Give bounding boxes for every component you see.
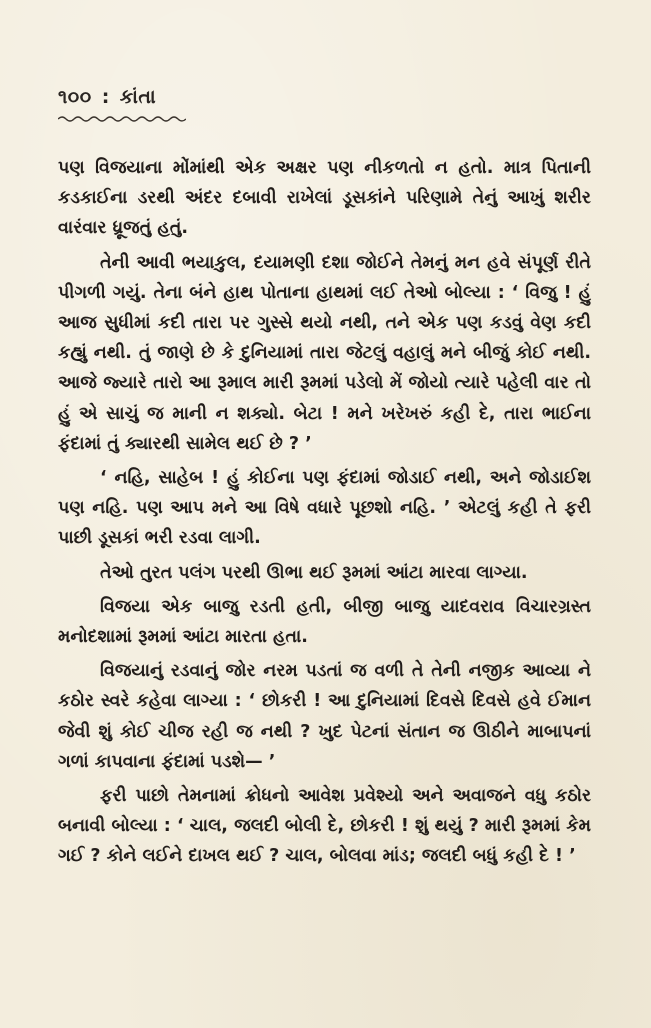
paragraph: ‘ નહિ, સાહેબ ! હું કોઈના પણ ફંદામાં જોડાઈ નથી, અને જોડાઈશ પણ નહિ. પણ આપ મને આ વિષે વધારે પૂછશો નહિ. ’ એટલું કહી તે ફરી પાછી ડૂસકાં ભરી રડવા લાગી. bbox=[58, 468, 591, 549]
paragraph: વિજયાનું રડવાનું જોર નરમ પડતાં જ વળી તે તેની નજીક આવ્યા ને કઠોર સ્વરે કહેવા લાગ્યા : ‘ છોકરી ! આ દુનિયામાં દિવસે દિવસે હવે ઈમાન જેવી શું કોઈ ચીજ રહી જ નથી ? ખુદ પેટનાં સંતાન જ ઊઠીને માબાપનાં ગળાં કાપવાના ફંદામાં પડશે— ’ bbox=[58, 661, 591, 772]
running-head bbox=[58, 86, 591, 108]
paragraph: તેની આવી ભયાકુલ, દયામણી દશા જોઈને તેમનું મન હવે સંપૂર્ણ રીતે પીગળી ગયું. તેના બંને હાથ પોતાના હાથમાં લઈ તેઓ બોલ્યા : ‘ વિજુ ! હું આજ સુધીમાં કદી તારા પર ગુસ્સે થયો નથી, તને એક પણ કડવું વેણ કદી કહ્યું નથી. તું જાણે છે કે દુનિયામાં તારા જેટલું વહાલું મને બીજું કોઈ નથી. આજે જ્યારે તારો આ રૂમાલ મારી રૂમમાં પડેલો મેં જોયો ત્યારે પહેલી વાર તો હું એ સાચું જ માની ન શક્યો. બેટા ! મને ખરેખરું કહી દે, તારા ભાઈના ફંદામાં તું ક્યારથી સામેલ થઈ છે ? ’ bbox=[58, 252, 591, 454]
paragraph: પણ વિજયાના મોંમાંથી એક અક્ષર પણ નીકળતો ન હતો. માત્ર પિતાની કડકાઈના ડરથી અંદર દબાવી રાખેલાં ડૂસકાંને પરિણામે તેનું આખું શરીર વારંવાર ધ્રૂજતું હતું. bbox=[58, 158, 591, 239]
page-number: ૧૦૦ bbox=[58, 86, 92, 108]
paragraph: વિજયા એક બાજુ રડતી હતી, બીજી બાજુ યાદવરાવ વિચારગ્રસ્ત મનોદશામાં રૂમમાં આંટા મારતા હતા. bbox=[58, 596, 591, 648]
body-text bbox=[58, 153, 591, 872]
header-separator: : bbox=[101, 86, 110, 108]
wavy-underline-ornament bbox=[58, 115, 186, 123]
book-title: કાંતા bbox=[119, 86, 157, 108]
paragraph: ફરી પાછો તેમનામાં ક્રોધનો આવેશ પ્રવેશ્યો અને અવાજને વધુ કઠોર બનાવી બોલ્યા : ‘ ચાલ, જલદી બોલી દે, છોકરી ! શું થયું ? મારી રૂમમાં કેમ ગઈ ? કોને લઈને દાખલ થઈ ? ચાલ, બોલવા માંડ; જલદી બધું કહી દે ! ’ bbox=[58, 786, 591, 867]
paragraph: તેઓ તુરત પલંગ પરથી ઊભા થઈ રૂમમાં આંટા મારવા લાગ્યા. bbox=[100, 562, 528, 583]
